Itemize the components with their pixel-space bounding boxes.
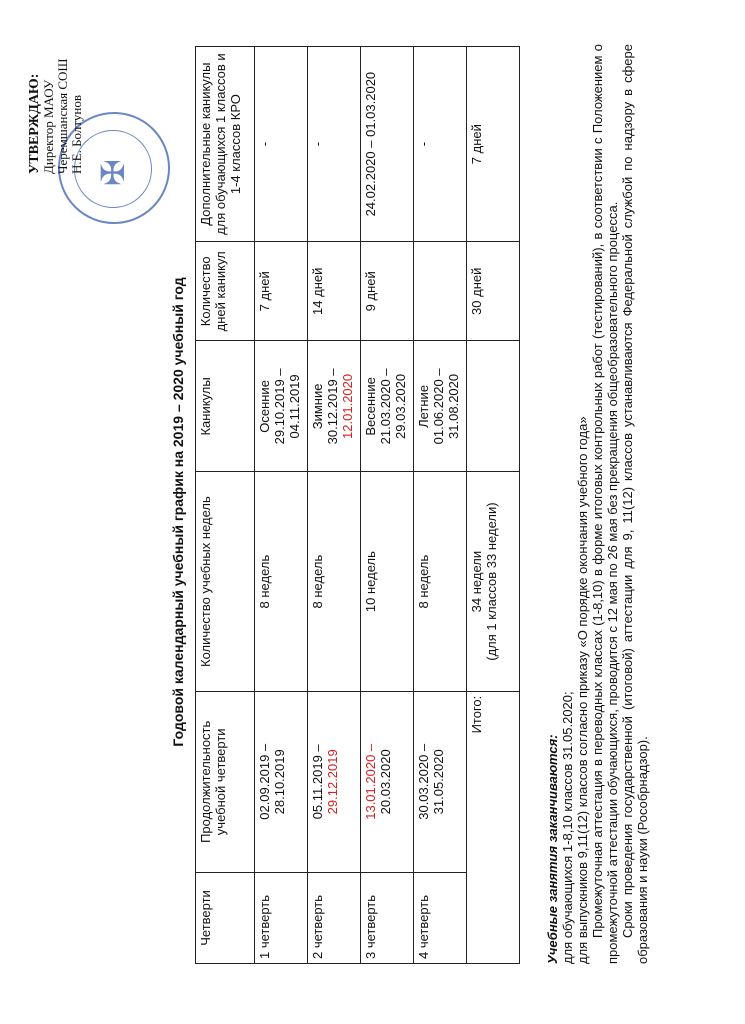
duration-end: 31.05.2020 <box>431 749 446 815</box>
extra-holiday-cell: - <box>308 47 361 242</box>
holiday-days-cell: 7 дней <box>255 242 308 341</box>
holiday-start: 29.10.2019 – <box>272 368 287 445</box>
extra-holiday-cell: - <box>414 47 467 242</box>
holiday-end: 31.08.2020 <box>446 373 461 439</box>
approval-title: УТВЕРЖДАЮ: <box>27 73 42 174</box>
duration-cell <box>414 691 467 872</box>
approval-block <box>28 4 84 174</box>
holiday-cell <box>308 341 361 472</box>
holiday-end: 12.01.2020 <box>340 373 355 439</box>
extra-holiday-cell: 24.02.2020 – 01.03.2020 <box>361 47 414 242</box>
holiday-start: 01.06.2020 – <box>431 368 446 445</box>
quarter-cell: 2 четверть <box>308 872 361 963</box>
total-label: Итого: <box>467 691 520 963</box>
notes-line: для выпускников 9,11(12) классов согласно приказу «О порядке окончания учебного года» <box>575 416 590 964</box>
notes-line: для обучающихся 1-8,10 классов 31.05.2020; <box>560 691 575 964</box>
holiday-start: 21.03.2020 – <box>378 368 393 445</box>
header-weeks: Количество учебных недель <box>196 472 255 691</box>
holiday-start: 30.12.2019 – <box>325 368 340 445</box>
table-header-row <box>196 47 255 964</box>
holiday-name: Осенние <box>257 380 272 433</box>
holiday-name: Летние <box>416 384 431 428</box>
quarter-cell: 1 четверть <box>255 872 308 963</box>
duration-cell <box>308 691 361 872</box>
table-row <box>255 47 308 964</box>
document-title: Годовой календарный учебный график на 2019 – 2020 учебный год <box>170 277 186 747</box>
schedule-table <box>195 46 520 964</box>
quarter-cell: 4 четверть <box>414 872 467 963</box>
duration-cell <box>255 691 308 872</box>
notes-heading: Учебные занятия заканчиваются: <box>545 734 560 964</box>
holiday-cell <box>361 341 414 472</box>
total-holiday-days: 30 дней <box>467 242 520 341</box>
holiday-days-cell <box>414 242 467 341</box>
holiday-name: Весенние <box>363 377 378 436</box>
notes-paragraph: Промежуточная аттестация в переводных классах (1-8,10) в форме итоговых контрольных работ (тестирований), в соответствии с Положением о промежуточной аттестации обучающихся, проводится с 12 мая по 26 мая без прекращения общеобразовательного процесса. <box>590 44 620 964</box>
total-extra-days: 7 дней <box>467 47 520 242</box>
weeks-cell: 10 недель <box>361 472 414 691</box>
total-weeks: 34 недели <box>469 550 484 613</box>
header-holidays: Каникулы <box>196 341 255 472</box>
header-holiday-days: Количество дней каникул <box>196 242 255 341</box>
duration-start: 05.11.2019 – <box>310 744 325 820</box>
table-row <box>308 47 361 964</box>
header-quarter: Четверти <box>196 872 255 963</box>
header-duration: Продолжительность учебной четверти <box>196 691 255 872</box>
total-weeks-first-grade: (для 1 классов 33 недели) <box>484 502 499 661</box>
duration-end: 28.10.2019 <box>272 749 287 815</box>
holiday-days-cell: 14 дней <box>308 242 361 341</box>
holiday-end: 04.11.2019 <box>287 374 302 439</box>
approval-signatory: Н.Е. Болтунов <box>69 95 84 174</box>
total-weeks-cell <box>467 472 520 691</box>
notes-section <box>545 44 650 964</box>
holiday-name: Зимние <box>310 383 325 430</box>
weeks-cell: 8 недель <box>255 472 308 691</box>
header-extra-holidays: Дополнительные каникулы для обучающихся 1 классов и 1-4 классов КРО <box>196 47 255 242</box>
holiday-cell <box>255 341 308 472</box>
extra-holiday-cell: - <box>255 47 308 242</box>
approval-position: Директор МАОУ Черемшанская СОШ <box>41 58 70 174</box>
coat-of-arms-icon: ✠ <box>95 159 131 186</box>
table-row <box>361 47 414 964</box>
notes-paragraph: Сроки проведения государственной (итоговой) аттестации для 9, 11(12) классов устанавливаются Федеральной службой по надзору в сфере образования и науки (Рособрнадзор). <box>620 44 650 964</box>
duration-start: 30.03.2020 – <box>416 743 431 820</box>
weeks-cell: 8 недель <box>414 472 467 691</box>
table-total-row <box>467 47 520 964</box>
duration-start: 02.09.2019 – <box>257 743 272 820</box>
holiday-days-cell: 9 дней <box>361 242 414 341</box>
duration-start: 13.01.2020 – <box>363 743 378 820</box>
weeks-cell: 8 недель <box>308 472 361 691</box>
duration-end: 29.12.2019 <box>325 749 340 815</box>
duration-cell <box>361 691 414 872</box>
holiday-cell <box>414 341 467 472</box>
quarter-cell: 3 четверть <box>361 872 414 963</box>
duration-end: 20.03.2020 <box>378 749 393 815</box>
total-holiday-cell <box>467 341 520 472</box>
table-row <box>414 47 467 964</box>
holiday-end: 29.03.2020 <box>393 373 408 439</box>
